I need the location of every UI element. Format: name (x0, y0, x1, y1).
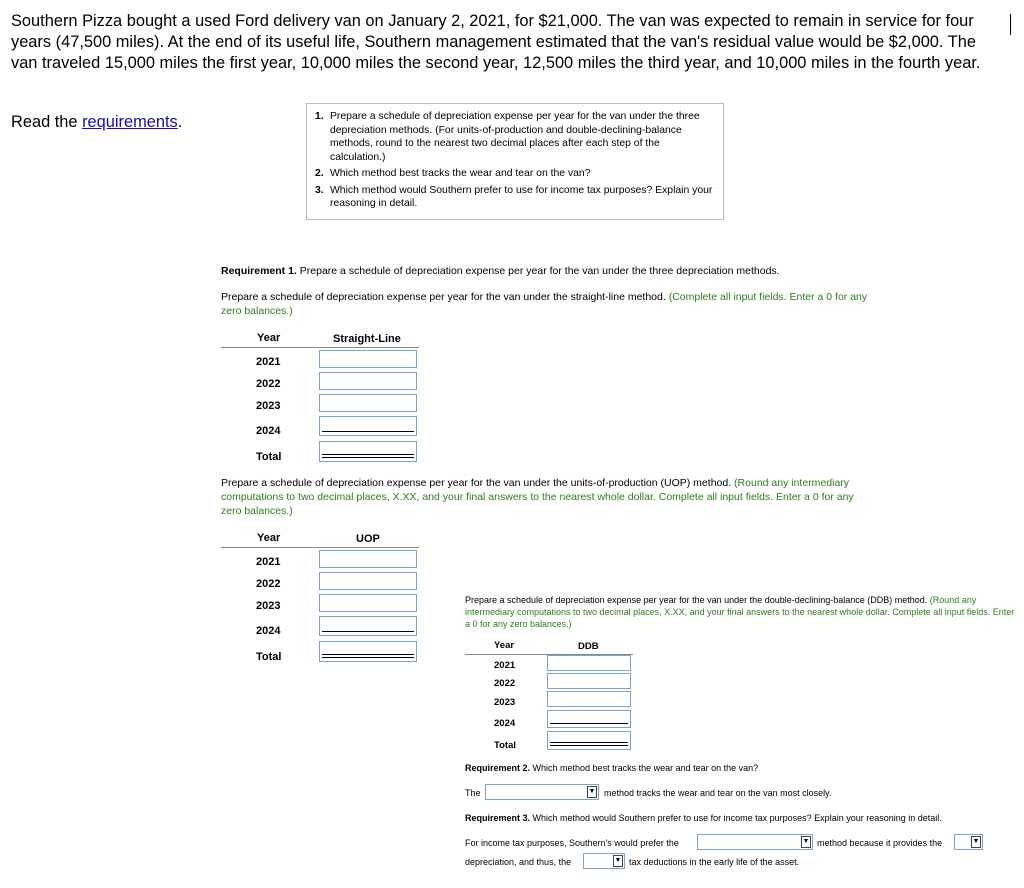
requirement-text: Which method would Southern prefer to use for income tax purposes? Explain your reasoning in detail. (330, 184, 713, 210)
uop-hint: (Round any intermediary computations to two decimal places, X.XX, and your final answers to the nearest whole dollar. Complete all input fields. Enter a 0 for any zero balances.) (221, 477, 854, 517)
requirement-number: 1. (315, 111, 324, 122)
ddb-table-header (465, 640, 633, 653)
straight-line-2023-input[interactable] (319, 394, 417, 412)
row-label-2024: 2024 (256, 625, 281, 637)
req3-line1-prefix: For income tax purposes, Southern's would prefer the (465, 838, 679, 848)
ddb-2024-input[interactable] (547, 710, 631, 728)
requirement-item (315, 110, 715, 165)
requirement-3-heading (465, 812, 1015, 824)
row-label-2021: 2021 (494, 660, 516, 671)
straight-line-2024-input[interactable] (319, 416, 417, 436)
dropdown-arrow-icon: ▼ (613, 855, 623, 867)
requirement-text: Which method best tracks the wear and tear on the van? (330, 168, 591, 180)
row-label-2023: 2023 (256, 400, 281, 412)
row-label-total: Total (256, 651, 282, 663)
row-label-2024: 2024 (494, 718, 516, 729)
req3-line1-middle: method because it provides the (817, 838, 943, 848)
requirements-link[interactable]: requirements (82, 113, 178, 131)
uop-column-header: UOP (356, 533, 380, 545)
req2-method-dropdown[interactable] (485, 784, 599, 800)
dropdown-arrow-icon: ▼ (971, 836, 981, 848)
straight-line-table-header (221, 331, 419, 347)
req3-line2-suffix: tax deductions in the early life of the asset. (629, 857, 800, 867)
req2-prefix: The (465, 788, 481, 798)
straight-line-table (221, 331, 419, 348)
req2-suffix: method tracks the wear and tear on the van most closely. (604, 788, 832, 798)
row-label-2022: 2022 (494, 678, 516, 689)
straight-line-total-input[interactable] (319, 441, 417, 462)
straight-line-column-header: Straight-Line (333, 333, 401, 345)
ddb-instruction-text: Prepare a schedule of depreciation expense per year for the van under the double-declining-balance (DDB) method. (465, 595, 928, 605)
read-suffix: . (177, 113, 183, 131)
straight-line-2022-input[interactable] (319, 372, 417, 390)
straight-line-instruction-text: Prepare a schedule of depreciation expense per year for the van under the straight-line method. (221, 291, 666, 303)
ddb-2023-input[interactable] (547, 691, 631, 707)
ddb-table (465, 640, 633, 655)
uop-table (221, 531, 419, 548)
requirement-3-text: Which method would Southern prefer to use for income tax purposes? Explain your reasoning in detail. (530, 813, 942, 823)
requirement-2-text: Which method best tracks the wear and tear on the van? (530, 763, 759, 773)
req3-depreciation-amount-dropdown[interactable] (954, 834, 983, 850)
requirement-number: 2. (315, 168, 324, 180)
ddb-hint: (Round any intermediary computations to two decimal places, X.XX, and your final answers to the nearest whole dollar. Complete all input fields. Enter a 0 for any zero balances.) (465, 595, 1015, 629)
requirement-3-label: Requirement 3. (465, 813, 531, 823)
ddb-instruction (465, 594, 1015, 630)
read-requirements-line (11, 112, 182, 133)
straight-line-instruction (221, 290, 881, 318)
ddb-column-header: DDB (578, 641, 599, 652)
header-rule (221, 547, 419, 548)
requirement-2-label: Requirement 2. (465, 763, 531, 773)
requirement-item (315, 167, 715, 181)
row-label-total: Total (494, 740, 516, 751)
problem-statement: Southern Pizza bought a used Ford delivery van on January 2, 2021, for $21,000. The van was expected to remain in service for four years (47,500 miles). At the end of its useful life, Southern management estimated that the van's residual value would be $2,000. The van traveled 15,000 miles the first year, 10,000 miles the second year, 12,500 miles the third year, and 10,000 miles in the fourth year. (11, 12, 981, 72)
uop-2022-input[interactable] (319, 572, 417, 590)
uop-2023-input[interactable] (319, 594, 417, 612)
req3-method-dropdown[interactable] (697, 834, 813, 850)
ddb-2022-input[interactable] (547, 673, 631, 689)
row-label-2023: 2023 (494, 697, 516, 708)
uop-2024-input[interactable] (319, 616, 417, 636)
requirement-2-heading (465, 762, 1015, 774)
row-label-2023: 2023 (256, 600, 281, 612)
row-label-total: Total (256, 451, 282, 463)
requirement-item (315, 184, 715, 211)
requirement-1-heading (221, 265, 780, 277)
row-label-2022: 2022 (256, 378, 281, 390)
row-label-2021: 2021 (256, 556, 281, 568)
uop-total-input[interactable] (319, 641, 417, 662)
dropdown-arrow-icon: ▼ (587, 786, 597, 798)
ddb-total-input[interactable] (547, 731, 631, 750)
row-label-2021: 2021 (256, 356, 281, 368)
year-column-header: Year (257, 532, 281, 544)
uop-instruction (221, 476, 861, 518)
straight-line-2021-input[interactable] (319, 350, 417, 368)
requirement-1-label: Requirement 1. (221, 265, 297, 277)
text-cursor (1010, 14, 1011, 35)
read-prefix: Read the (11, 113, 83, 131)
header-rule (221, 347, 419, 348)
uop-instruction-text: Prepare a schedule of depreciation expense per year for the van under the units-of-production (UOP) method. (221, 477, 732, 489)
uop-2021-input[interactable] (319, 550, 417, 568)
requirement-1-text: Prepare a schedule of depreciation expense per year for the van under the three depreciation methods. (296, 265, 780, 277)
straight-line-hint: (Complete all input fields. Enter a 0 for any zero balances.) (221, 291, 868, 317)
row-label-2022: 2022 (256, 578, 281, 590)
year-column-header: Year (257, 332, 281, 344)
uop-table-header (221, 531, 419, 547)
ddb-2021-input[interactable] (547, 655, 631, 671)
req3-tax-deduction-dropdown[interactable] (583, 853, 625, 869)
requirement-number: 3. (315, 184, 324, 196)
dropdown-arrow-icon: ▼ (801, 836, 811, 848)
row-label-2024: 2024 (256, 425, 281, 437)
req3-line2-prefix: depreciation, and thus, the (465, 857, 572, 867)
year-column-header: Year (494, 640, 515, 651)
requirement-text: Prepare a schedule of depreciation expense per year for the van under the three depreciation methods. (For units-of-production and double-declining-balance methods, round to the nearest two decimal places after each step of the calculation.) (330, 111, 700, 164)
requirements-box (306, 103, 724, 220)
